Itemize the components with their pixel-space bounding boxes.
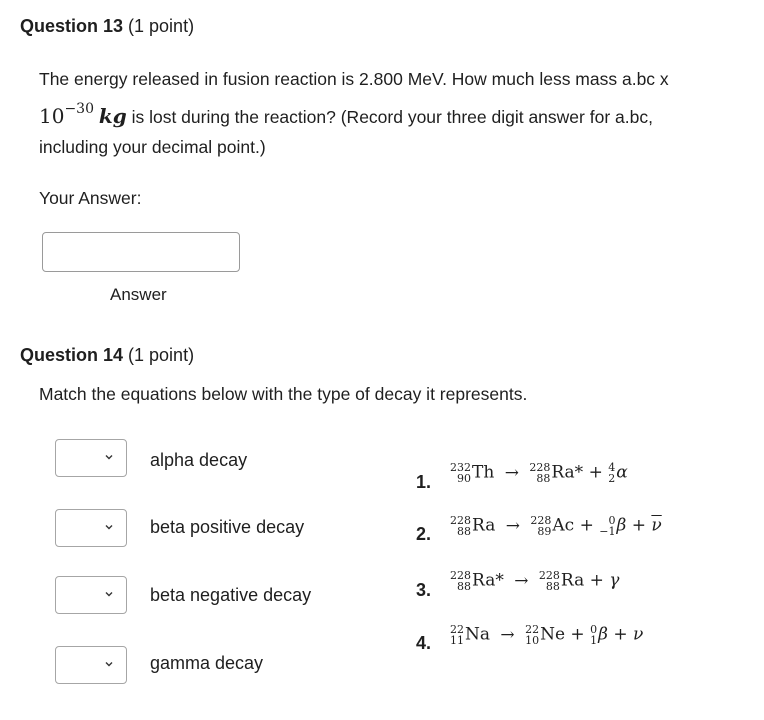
atomic-number: 10 [525, 634, 540, 647]
match-select-alpha[interactable] [55, 439, 127, 477]
element-symbol: Ra [472, 515, 496, 536]
atomic-number: 1 [590, 634, 598, 647]
mass-number: 232 [450, 461, 471, 474]
question-13-number: Question 13 [20, 16, 124, 36]
question-14-prompt: Match the equations below with the type of decay it represents. [39, 384, 528, 404]
prompt-rest: is lost during the reaction? (Record your three digit answer for a.bc, [126, 107, 653, 127]
plus: + [588, 462, 603, 483]
atomic-number: 88 [457, 525, 471, 538]
element-symbol: Ra* [551, 462, 584, 483]
mass-number: 22 [525, 623, 540, 636]
element-symbol: Ra [560, 570, 585, 591]
your-answer-label: Your Answer: [39, 188, 142, 208]
mass-number: 0 [608, 514, 616, 527]
option-label: beta negative decay [150, 585, 312, 605]
option-label: beta positive decay [150, 517, 305, 537]
question-14-points: (1 point) [123, 345, 195, 365]
plus: + [579, 515, 594, 536]
option-label: gamma decay [150, 653, 264, 673]
equation-2 [450, 515, 662, 537]
prompt-base: 10 [39, 104, 65, 128]
answer-caption: Answer [110, 285, 167, 304]
match-select-gamma[interactable] [55, 646, 127, 684]
answer-input[interactable] [42, 232, 240, 272]
equation-number: 4. [416, 633, 432, 653]
question-14-number: Question 14 [20, 345, 124, 365]
question-13-prompt [39, 64, 739, 162]
question-14-title [20, 345, 194, 366]
prompt-line-2 [39, 94, 739, 132]
prompt-exponent: −30 [64, 101, 94, 117]
mass-number: 0 [590, 623, 598, 636]
element-symbol: Ne [540, 624, 566, 645]
antineutrino-symbol: $\overline{\nu}$ [651, 515, 662, 536]
mass-number: 228 [529, 461, 551, 474]
chevron-down-icon [104, 589, 114, 599]
arrow: → [514, 570, 529, 591]
plus: + [631, 515, 646, 536]
question-13-title [20, 16, 194, 37]
equation-4 [450, 624, 643, 646]
particle-symbol: γ [609, 570, 620, 591]
match-select-beta-positive[interactable] [55, 509, 127, 547]
particle-symbol: β [616, 515, 627, 536]
chevron-down-icon [104, 452, 114, 462]
mass-number: 22 [450, 623, 464, 636]
element-symbol: Na [465, 624, 491, 645]
arrow: → [500, 624, 515, 645]
mass-number: 4 [608, 461, 616, 474]
chevron-down-icon [104, 522, 114, 532]
element-symbol: Th [472, 462, 495, 483]
particle-symbol: α [616, 462, 628, 483]
option-label: alpha decay [150, 450, 248, 470]
atomic-number: 2 [608, 472, 616, 485]
arrow: → [504, 462, 519, 483]
neutrino-symbol: ν [632, 624, 644, 645]
equation-3 [450, 570, 619, 592]
equation-number: 3. [416, 580, 432, 600]
mass-number: 228 [530, 514, 552, 527]
equation-number: 2. [416, 524, 432, 544]
atomic-number: 88 [545, 580, 560, 593]
element-symbol: Ac [552, 515, 575, 536]
prompt-line-3: including your decimal point.) [39, 137, 266, 157]
mass-number: 228 [450, 514, 471, 527]
particle-symbol: β [598, 624, 608, 645]
plus: + [613, 624, 628, 645]
match-select-beta-negative[interactable] [55, 576, 127, 614]
prompt-line-1: The energy released in fusion reaction is 2.800 MeV. How much less mass a.bc x [39, 69, 669, 89]
prompt-unit: kg [98, 104, 127, 128]
chevron-down-icon [104, 659, 114, 669]
atomic-number: 90 [457, 472, 471, 485]
atomic-number: 89 [537, 525, 552, 538]
atomic-number: 11 [450, 634, 464, 647]
element-symbol: Ra* [472, 570, 504, 591]
atomic-number: 88 [457, 580, 471, 593]
equation-1 [450, 462, 628, 484]
plus: + [570, 624, 585, 645]
atomic-number: 88 [536, 472, 551, 485]
mass-number: 228 [450, 569, 471, 582]
equation-number: 1. [416, 472, 432, 492]
plus: + [589, 570, 604, 591]
atomic-number: −1 [599, 525, 616, 538]
mass-number: 228 [538, 569, 560, 582]
arrow: → [505, 515, 520, 536]
question-13-points: (1 point) [123, 16, 195, 36]
